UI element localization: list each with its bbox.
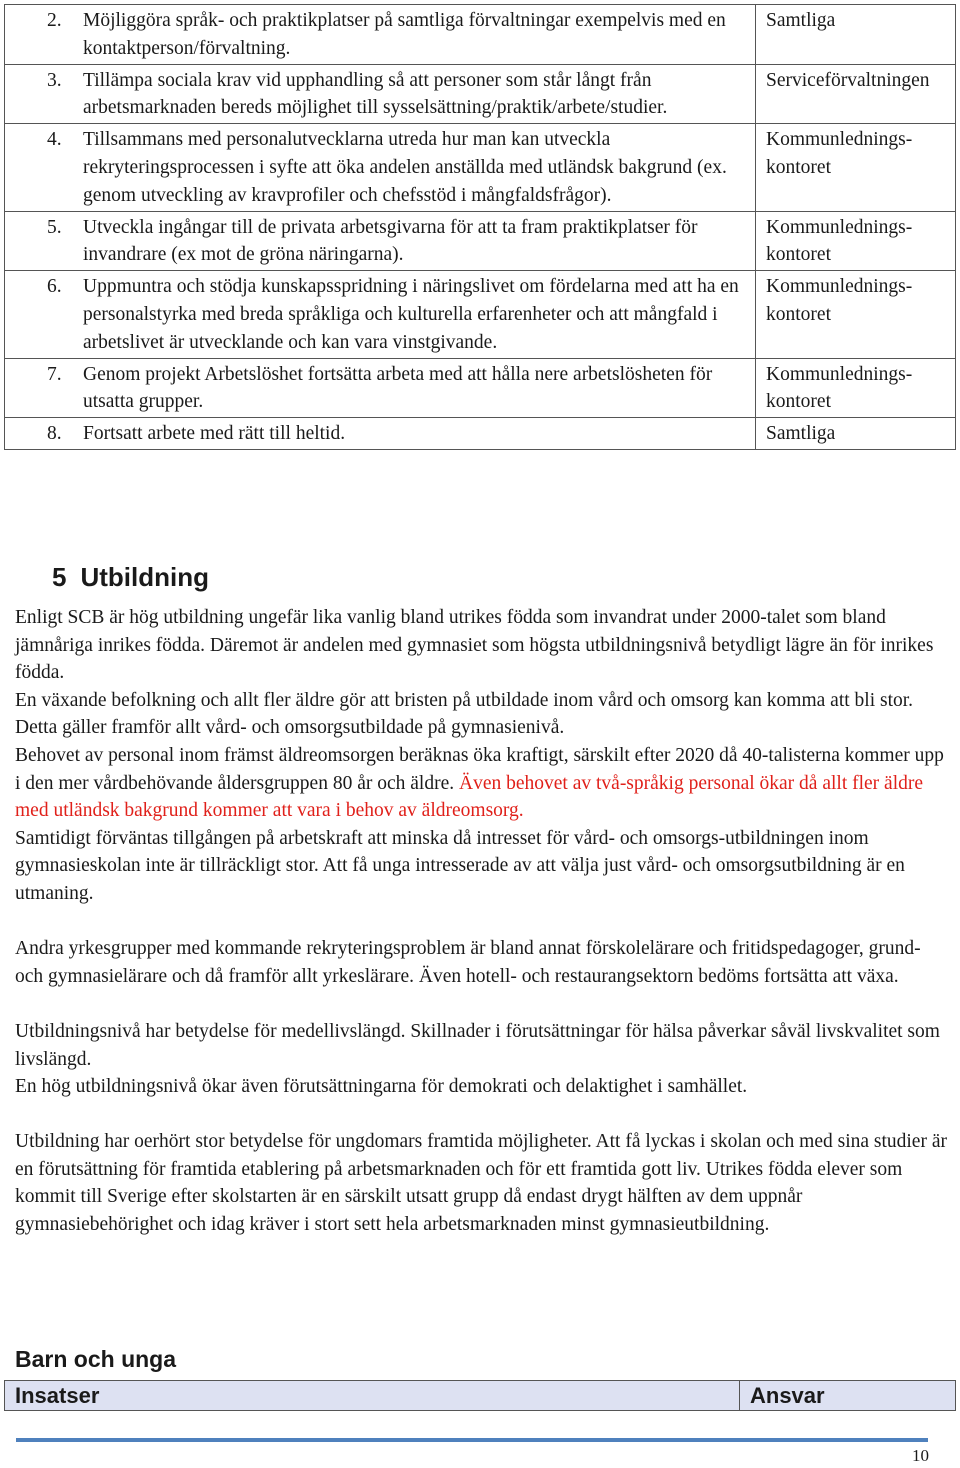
paragraph: Utbildningsnivå har betydelse för medellivslängd. Skillnader i förutsättningar för hälsa påverkar såväl livskvalitet som livslängd.	[15, 1020, 940, 1070]
item-number: 2.	[47, 10, 62, 31]
paragraph: Utbildning har oerhört stor betydelse för ungdomars framtida möjligheter. Att få lyckas i skolan och med sina studier är en förutsättning för framtida etablering på arbetsmarknaden och för ett framtida gott liv. Utrikes födda elever som kommit till Sverige efter skolstarten är en särskilt utsatt grupp då endast drygt hälften av dem uppnår gymnasiebehörighet och idag kräver i stort sett hela arbetsmarknaden minst gymnasieutbildning.	[15, 1131, 947, 1236]
item-number: 3.	[47, 69, 62, 91]
page-number: 10	[912, 1446, 929, 1465]
column-header-ansvar: Ansvar	[740, 1381, 956, 1411]
paragraph-spacer	[15, 908, 950, 936]
responsible-cell: Samtliga	[756, 5, 956, 65]
item-number: 5.	[47, 216, 62, 238]
paragraph-spacer	[15, 1101, 950, 1129]
paragraph	[15, 742, 950, 825]
item-text: Utveckla ingångar till de privata arbetsgivarna för att ta fram praktikplatser för invandrare (ex mot de gröna näringarna).	[83, 216, 698, 266]
action-cell	[5, 5, 756, 65]
responsible-cell: Samtliga	[756, 418, 956, 450]
responsible-cell: Kommunlednings-kontoret	[756, 271, 956, 358]
responsible-cell: Kommunlednings-kontoret	[756, 124, 956, 211]
paragraph-text: Behovet av personal inom främst äldreomsorgen beräknas öka kraftigt, särskilt efter 2020 då 40-talisterna kommer upp i den mer vårdbehövande åldersgruppen 80 år och äldre.	[15, 744, 944, 794]
item-text: Tillsammans med personalutvecklarna utreda hur man kan utveckla rekryteringsprocessen i syfte att öka andelen anställda med utländsk bakgrund (ex. genom utveckling av kravprofiler och chefsstöd i mångfaldsfrågor).	[83, 129, 727, 206]
table-row	[5, 418, 956, 450]
section-title: Utbildning	[80, 562, 209, 592]
responsible-cell: Serviceförvaltningen	[756, 64, 956, 124]
item-text: Möjliggöra språk- och praktikplatser på samtliga förvaltningar exempelvis med en kontaktperson/förvaltning.	[83, 10, 726, 59]
item-number: 8.	[47, 423, 62, 445]
insatser-table-header	[4, 1380, 956, 1411]
item-text: Uppmuntra och stödja kunskapsspridning i näringslivet om fördelarna med att ha en personalstyrka med breda språkliga och kulturella erfarenheter och att mångfald i arbetslivet är utvecklande och kan vara vinstgivande.	[83, 276, 739, 353]
paragraph: Andra yrkesgrupper med kommande rekryteringsproblem är bland annat förskolelärare och fritidspedagoger, grund- och gymnasielärare och då framför allt yrkeslärare. Även hotell- och restaurangsektorn bedöms fortsätta att växa.	[15, 938, 921, 987]
table-row	[5, 211, 956, 271]
highlighted-text: Även behovet av två-språkig personal ökar då allt fler äldre med utländsk bakgrund kommer att vara i behov av äldreomsorg.	[15, 772, 924, 822]
item-number: 7.	[47, 363, 62, 385]
paragraph-spacer	[15, 990, 950, 1018]
table-row	[5, 64, 956, 124]
section-heading	[52, 562, 209, 593]
table-row	[5, 358, 956, 418]
paragraph: En hög utbildningsnivå ökar även förutsättningarna för demokrati och delaktighet i samhället.	[15, 1076, 748, 1098]
item-text: Fortsatt arbete med rätt till heltid.	[83, 423, 346, 445]
subsection-title: Barn och unga	[15, 1346, 177, 1372]
item-number: 6.	[47, 276, 62, 298]
item-text: Tillämpa sociala krav vid upphandling så att personer som står långt från arbetsmarknaden bereds möjlighet till sysselsättning/praktik/arbete/studier.	[83, 69, 668, 119]
paragraph: Samtidigt förväntas tillgången på arbetskraft att minska då intresset för vård- och omsorgs-utbildningen inom gymnasieskolan inte är tillräckligt stor. Att få unga intresserade av att välja just vård- och omsorgsutbildning är en utmaning.	[15, 827, 905, 904]
item-text: Genom projekt Arbetslöshet fortsätta arbeta med att hålla nere arbetslösheten för utsatta grupper.	[83, 363, 713, 413]
responsible-cell: Kommunlednings-kontoret	[756, 211, 956, 271]
footer-rule	[16, 1438, 928, 1442]
table-row	[5, 271, 956, 358]
table-header-row	[5, 1381, 956, 1411]
responsible-cell: Kommunlednings-kontoret	[756, 358, 956, 418]
action-cell	[5, 124, 756, 211]
action-cell	[5, 418, 756, 450]
column-header-insatser: Insatser	[5, 1381, 740, 1411]
section-number: 5	[52, 562, 67, 592]
item-number: 4.	[47, 129, 62, 151]
action-cell	[5, 64, 756, 124]
table-row	[5, 5, 956, 65]
table-row	[5, 124, 956, 211]
paragraph: En växande befolkning och allt fler äldre gör att bristen på utbildade inom vård och omsorg kan komma att bli stor. Detta gäller framför allt vård- och omsorgsutbildade på gymnasienivå.	[15, 689, 914, 739]
action-cell	[5, 271, 756, 358]
action-cell	[5, 358, 756, 418]
paragraph: Enligt SCB är hög utbildning ungefär lika vanlig bland utrikes födda som invandrat under 2000-talet som bland jämnåriga inrikes födda. Däremot är andelen med gymnasiet som högsta utbildningsnivå betydligt lägre än för inrikes födda.	[15, 607, 934, 684]
action-cell	[5, 211, 756, 271]
action-table	[4, 4, 956, 450]
section-body	[15, 604, 950, 1239]
